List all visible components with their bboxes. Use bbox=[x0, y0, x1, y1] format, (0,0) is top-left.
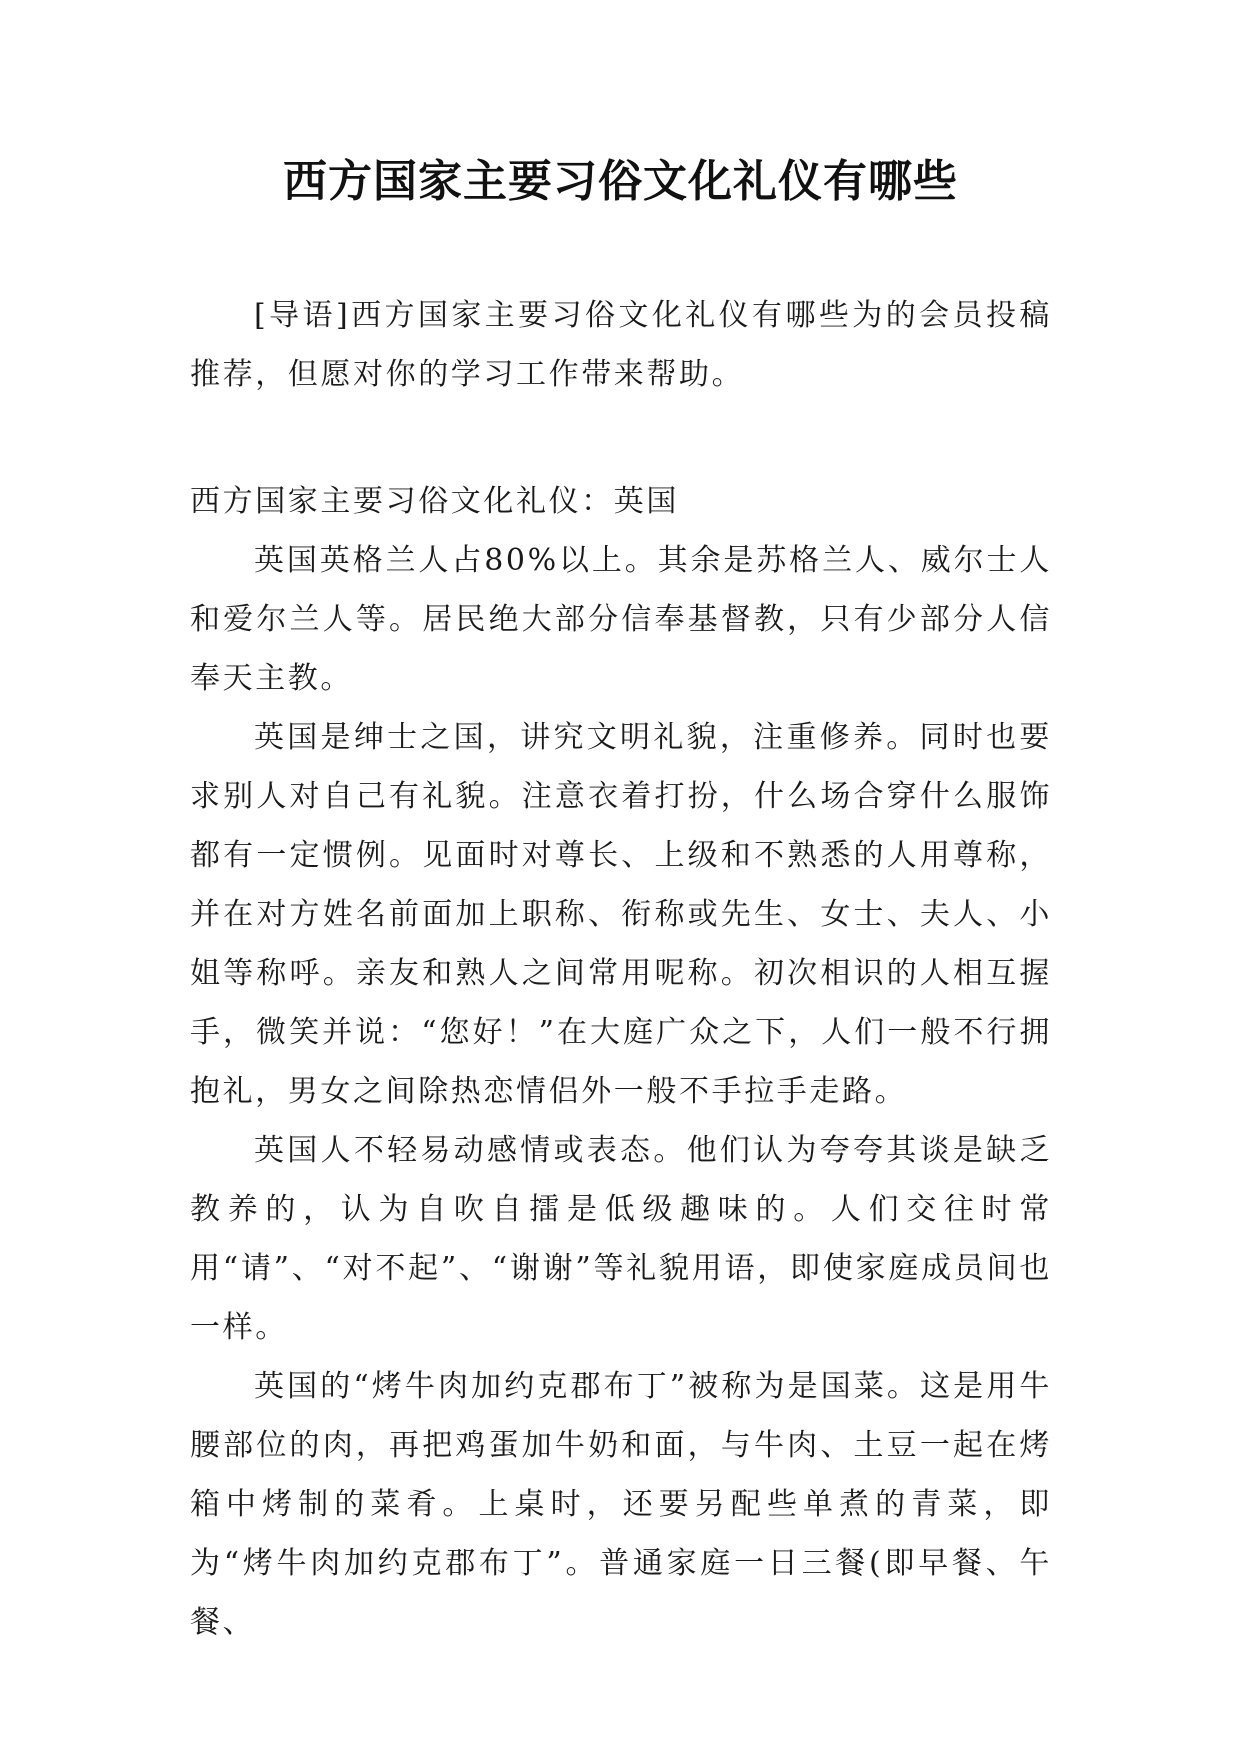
body-paragraph-3: 英国人不轻易动感情或表态。他们认为夸夸其谈是缺乏教养的，认为自吹自擂是低级趣味的。人们交往时常用“请”、“对不起”、“谢谢”等礼貌用语，即使家庭成员间也一样。 bbox=[190, 1133, 1052, 1345]
paragraph-gap bbox=[190, 404, 1052, 472]
body-paragraph-2: 英国是绅士之国，讲究文明礼貌，注重修养。同时也要求别人对自己有礼貌。注意衣着打扮，什么场合穿什么服饰都有一定惯例。见面时对尊长、上级和不熟悉的人用尊称，并在对方姓名前面加上职称、衔称或先生、女士、夫人、小姐等称呼。亲友和熟人之间常用呢称。初次相识的人相互握手，微笑并说：“您好！”在大庭广众之下，人们一般不行拥抱礼，男女之间除热恋情侣外一般不手拉手走路。 bbox=[190, 720, 1052, 1109]
body-paragraph-4: 英国的“烤牛肉加约克郡布丁”被称为是国菜。这是用牛腰部位的肉，再把鸡蛋加牛奶和面，与牛肉、土豆一起在烤箱中烤制的菜肴。上桌时，还要另配些单煮的青菜，即为“烤牛肉加约克郡布丁”。普通家庭一日三餐(即早餐、午餐、 bbox=[190, 1369, 1052, 1640]
document-title: 西方国家主要习俗文化礼仪有哪些 bbox=[283, 156, 958, 207]
intro-paragraph: [导语]西方国家主要习俗文化礼仪有哪些为的会员投稿推荐，但愿对你的学习工作带来帮助。 bbox=[190, 298, 1052, 392]
body-paragraph-1: 英国英格兰人占80%以上。其余是苏格兰人、威尔士人和爱尔兰人等。居民绝大部分信奉基督教，只有少部分人信奉天主教。 bbox=[190, 543, 1052, 696]
document-body bbox=[190, 286, 1052, 1652]
section-heading: 西方国家主要习俗文化礼仪：英国 bbox=[190, 484, 679, 519]
